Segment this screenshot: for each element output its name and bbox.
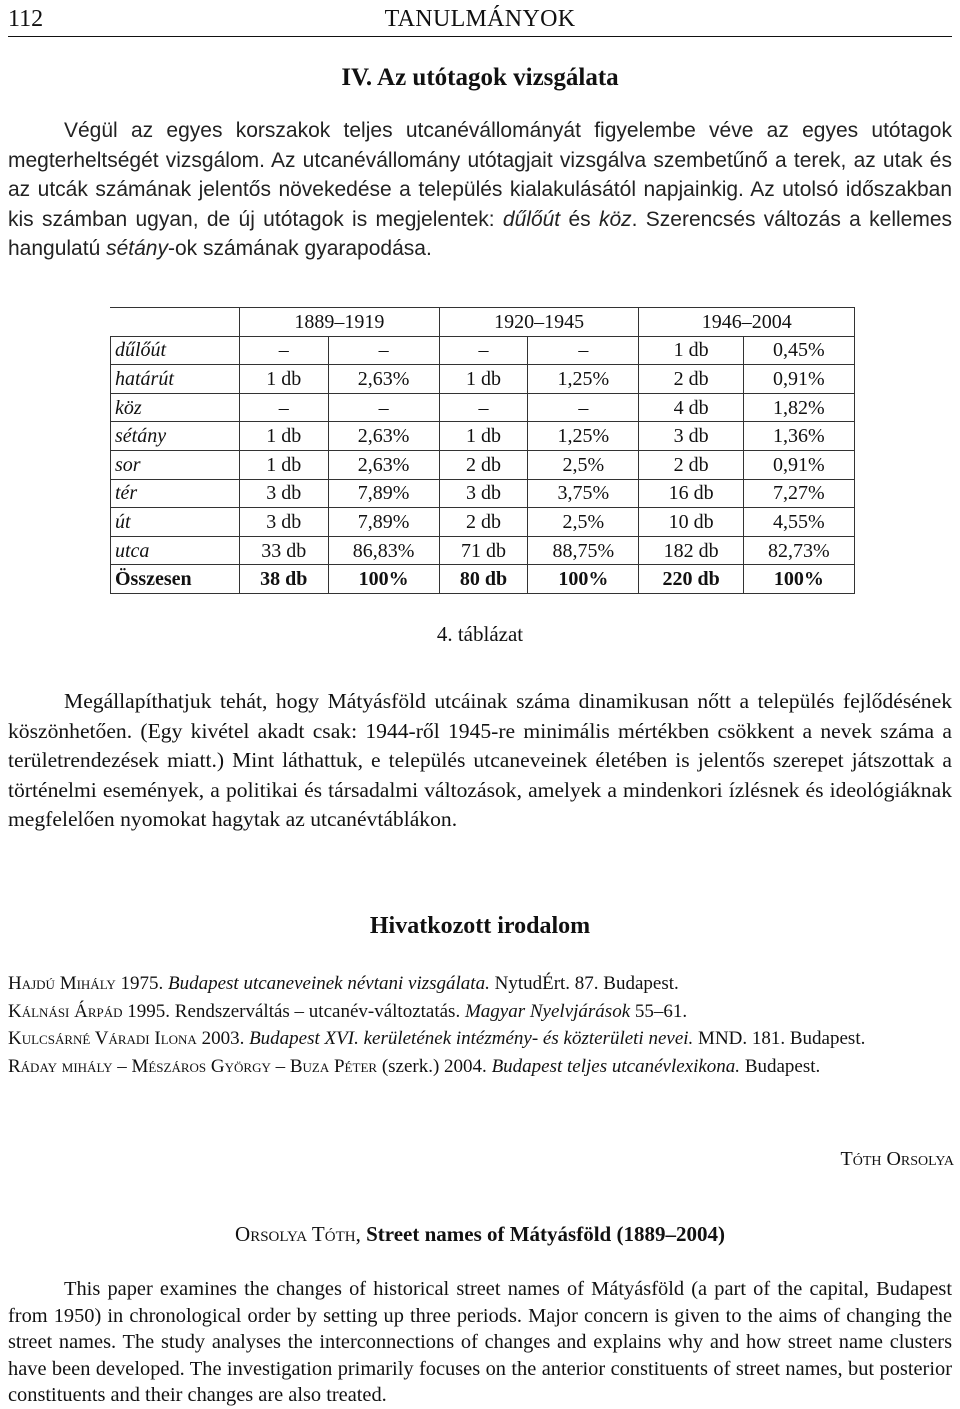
reference-item: Kulcsárné Váradi Ilona 2003. Budapest XVI. kerületének intézmény- és közterületi nevei. MND. 181. Budapest. bbox=[8, 1028, 866, 1049]
table-cell: 3 db bbox=[240, 479, 329, 508]
table-row bbox=[111, 422, 855, 451]
table-cell: 1 db bbox=[439, 365, 528, 394]
table-cell: 100% bbox=[328, 565, 439, 594]
table-cell: 7,27% bbox=[743, 479, 854, 508]
table-cell: 82,73% bbox=[743, 536, 854, 565]
table-cell: – bbox=[328, 393, 439, 422]
table-cell: 16 db bbox=[639, 479, 743, 508]
table-cell: 1,36% bbox=[743, 422, 854, 451]
running-head: TANULMÁNYOK bbox=[384, 6, 576, 32]
english-title: Orsolya Tóth, Street names of Mátyásföld (1889–2004) bbox=[235, 1222, 725, 1246]
table-cell: 2,63% bbox=[328, 365, 439, 394]
table-cell: 220 db bbox=[639, 565, 743, 594]
table-cell: 33 db bbox=[240, 536, 329, 565]
table-cell: 182 db bbox=[639, 536, 743, 565]
row-label: tér bbox=[111, 479, 240, 508]
row-label: utca bbox=[111, 536, 240, 565]
table-cell: 100% bbox=[743, 565, 854, 594]
reference-item: Ráday mihály – Mészáros György – Buza Péter (szerk.) 2004. Budapest teljes utcanévlexikona. Budapest. bbox=[8, 1055, 821, 1077]
intro-paragraph: Végül az egyes korszakok teljes utcanévállományát figyelembe véve az egyes utótagok megterheltségét vizsgálom. Az utcanévállomány utótagjait vizsgálva szembetűnő a terek, az utak és az utcák számának jelentős növekedése a település kialakulásától napjainkig. Az utolsó időszakban kis számban ugyan, de új utótagok is megjelentek: dűlőút és köz. Szerencsés változás a kellemes hangulatú sétány-ok számának gyarapodása. bbox=[8, 119, 953, 260]
table-row bbox=[111, 336, 855, 365]
table-cell: 3 db bbox=[439, 479, 528, 508]
table-cell: 38 db bbox=[240, 565, 329, 594]
table-cell: – bbox=[528, 393, 639, 422]
period-header: 1889–1919 bbox=[240, 308, 440, 337]
table-cell: 80 db bbox=[439, 565, 528, 594]
table-cell: 1 db bbox=[240, 365, 329, 394]
row-label: Összesen bbox=[111, 565, 240, 594]
page-header bbox=[8, 4, 952, 37]
table-cell: – bbox=[240, 393, 329, 422]
table-header-row bbox=[111, 308, 855, 337]
table-cell: 7,89% bbox=[328, 479, 439, 508]
row-label: dűlőút bbox=[111, 336, 240, 365]
table-cell: 2 db bbox=[439, 508, 528, 537]
table-cell: 0,91% bbox=[743, 450, 854, 479]
table-cell: 1 db bbox=[240, 422, 329, 451]
row-label: köz bbox=[111, 393, 240, 422]
table-cell: 1 db bbox=[639, 336, 743, 365]
table-cell: – bbox=[439, 336, 528, 365]
table-cell: 2 db bbox=[639, 365, 743, 394]
references-title: Hivatkozott irodalom bbox=[369, 913, 591, 939]
row-label: sétány bbox=[111, 422, 240, 451]
table-cell: 86,83% bbox=[328, 536, 439, 565]
table-caption: 4. táblázat bbox=[436, 622, 524, 646]
table-corner-cell bbox=[111, 308, 240, 337]
table-cell: 0,91% bbox=[743, 365, 854, 394]
section-title: IV. Az utótagok vizsgálata bbox=[341, 64, 619, 91]
table-cell: 2,63% bbox=[328, 450, 439, 479]
table-cell: 88,75% bbox=[528, 536, 639, 565]
table-cell: – bbox=[439, 393, 528, 422]
table-row bbox=[111, 536, 855, 565]
table-cell: 3 db bbox=[639, 422, 743, 451]
table-cell: 2,5% bbox=[528, 508, 639, 537]
table-cell: 4,55% bbox=[743, 508, 854, 537]
period-header: 1946–2004 bbox=[639, 308, 855, 337]
reference-item: Kálnási Árpád 1995. Rendszerváltás – utcanév-változtatás. Magyar Nyelvjárások 55–61. bbox=[8, 1000, 688, 1022]
row-label: határút bbox=[111, 365, 240, 394]
table-cell: 100% bbox=[528, 565, 639, 594]
author-signature: Tóth Orsolya bbox=[840, 1148, 954, 1170]
row-label: út bbox=[111, 508, 240, 537]
table-cell: 7,89% bbox=[328, 508, 439, 537]
table-cell: 1,25% bbox=[528, 365, 639, 394]
table-cell: 10 db bbox=[639, 508, 743, 537]
conclusion-paragraph: Megállapíthatjuk tehát, hogy Mátyásföld utcáinak száma dinamikusan nőtt a település fejlődésének köszönhetően. (Egy kivétel akadt csak: 1944-ről 1945-re minimális mértékben csökkent a nevek száma a területrendezések miatt.) Mint láthattuk, e település utcaneveinek életében is jelentős szerepet játszottak a történelmi események, a politikai és társadalmi változások, amelyek a mindenkori ízlésnek és ideológiáknak megfelelően nyomokat hagytak az utcanévtáblákon. bbox=[8, 689, 952, 831]
table-cell: 1 db bbox=[240, 450, 329, 479]
table-cell: 1,82% bbox=[743, 393, 854, 422]
english-abstract: This paper examines the changes of historical street names of Mátyásföld (a part of the capital, Budapest from 1950) in chronological order by setting up three periods. Major concern is given to the aims of changing the street names. The study analyses the interconnections of changes and explains why and how street name clusters have been developed. The investigation primarily focuses on the anterior constituents of street names, but posterior constituents and their changes are also treated. bbox=[8, 1278, 952, 1406]
page-number: 112 bbox=[8, 6, 44, 32]
street-suffix-table bbox=[110, 307, 855, 594]
table-cell: 4 db bbox=[639, 393, 743, 422]
table-row bbox=[111, 450, 855, 479]
table-cell: 3,75% bbox=[528, 479, 639, 508]
table-cell: – bbox=[528, 336, 639, 365]
table-cell: 2 db bbox=[439, 450, 528, 479]
table-cell: 2,63% bbox=[328, 422, 439, 451]
table-row bbox=[111, 508, 855, 537]
table-cell: 71 db bbox=[439, 536, 528, 565]
table-cell: 2 db bbox=[639, 450, 743, 479]
period-header: 1920–1945 bbox=[439, 308, 639, 337]
table-row bbox=[111, 365, 855, 394]
table-row bbox=[111, 479, 855, 508]
row-label: sor bbox=[111, 450, 240, 479]
table-cell: 3 db bbox=[240, 508, 329, 537]
table-cell: 2,5% bbox=[528, 450, 639, 479]
table-total-row bbox=[111, 565, 855, 594]
table-cell: – bbox=[240, 336, 329, 365]
table-cell: 1,25% bbox=[528, 422, 639, 451]
table-row bbox=[111, 393, 855, 422]
reference-item: Hajdú Mihály 1975. Budapest utcaneveinek névtani vizsgálata. NytudÉrt. 87. Budapest. bbox=[8, 973, 679, 994]
table-cell: 1 db bbox=[439, 422, 528, 451]
table-cell: 0,45% bbox=[743, 336, 854, 365]
table-cell: – bbox=[328, 336, 439, 365]
references-list bbox=[8, 970, 952, 1080]
